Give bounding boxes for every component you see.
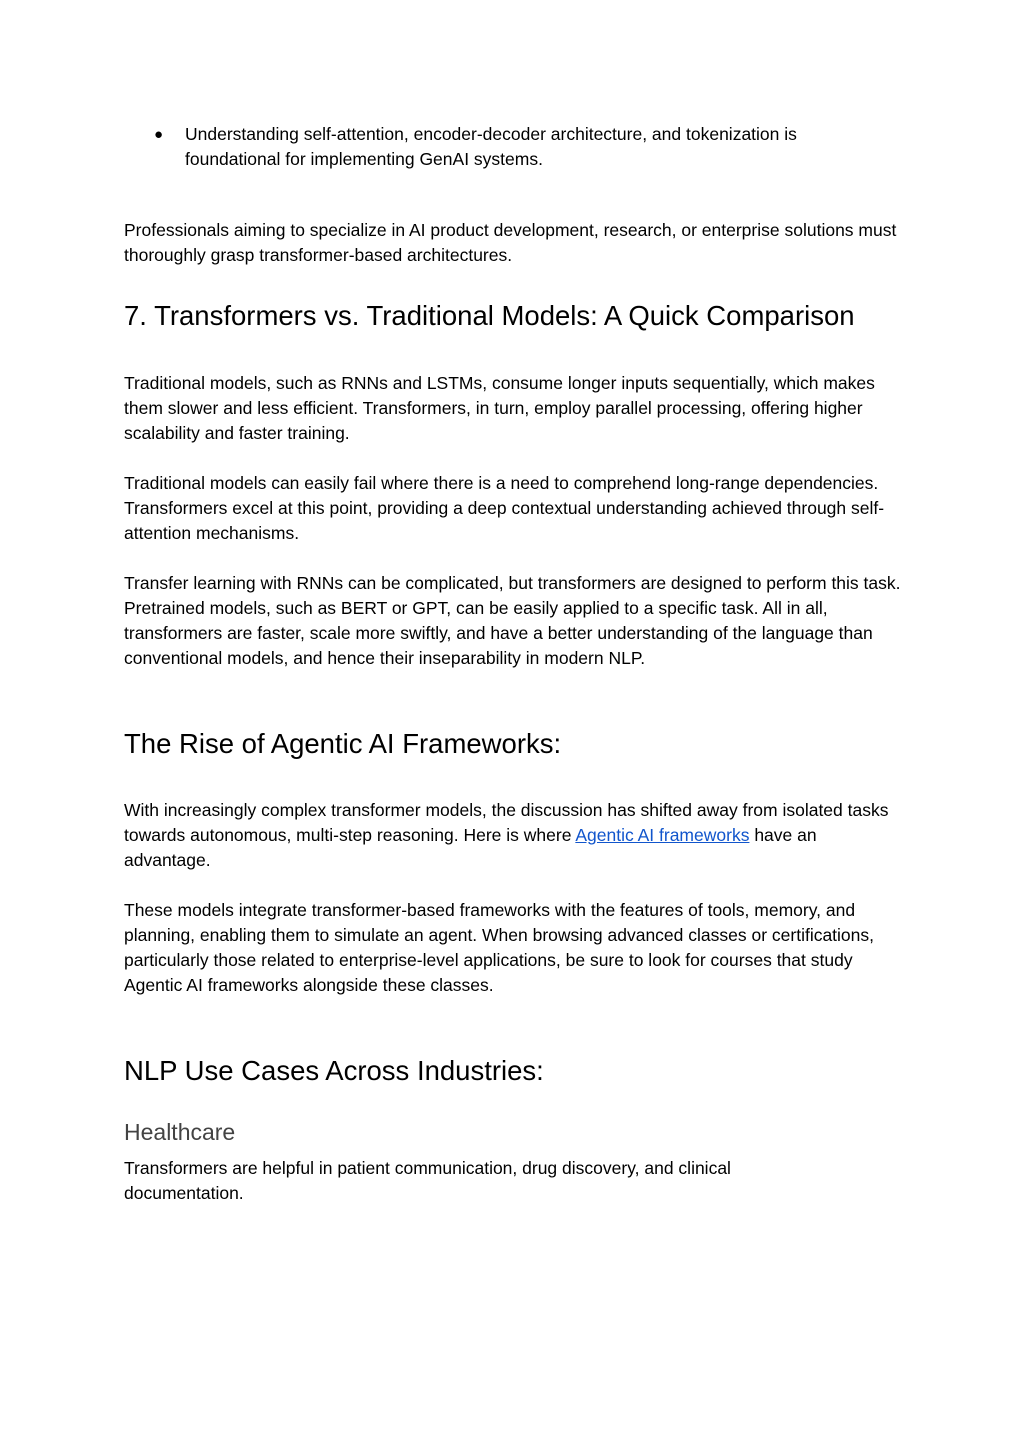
nlp-heading: NLP Use Cases Across Industries:: [124, 1055, 544, 1086]
bullet-marker: ●: [154, 126, 164, 143]
section-7-paragraph-2: Traditional models can easily fail where there is a need to comprehend long-range dependencies. Transformers excel at this point, providing a deep contextual understanding achieved through self-attention mechanisms.: [124, 473, 885, 543]
bullet-text: Understanding self-attention, encoder-decoder architecture, and tokenization is foundational for implementing GenAI systems.: [185, 124, 797, 169]
agentic-paragraph-1-start: With increasingly complex transformer models, the discussion has shifted away from isolated tasks towards autonomous, multi-step reasoning. Here is where: [124, 800, 889, 845]
intro-paragraph: Professionals aiming to specialize in AI product development, research, or enterprise solutions must thoroughly grasp transformer-based architectures.: [124, 220, 897, 265]
section-7-paragraph-3: Transfer learning with RNNs can be complicated, but transformers are designed to perform this task. Pretrained models, such as BERT or GPT, can be easily applied to a specific task. All in all, transformers are faster, scale more swiftly, and have a better understanding of the language than conventional models, and hence their inseparability in modern NLP.: [124, 573, 901, 668]
agentic-ai-frameworks-link[interactable]: Agentic AI frameworks: [575, 825, 750, 845]
agentic-paragraph-1: [124, 798, 900, 873]
agentic-heading: The Rise of Agentic AI Frameworks:: [124, 728, 562, 759]
healthcare-paragraph: Transformers are helpful in patient communication, drug discovery, and clinical documentation.: [124, 1158, 731, 1203]
section-7-paragraph-1: Traditional models, such as RNNs and LSTMs, consume longer inputs sequentially, which makes them slower and less efficient. Transformers, in turn, employ parallel processing, offering higher scalability and faster training.: [124, 373, 875, 443]
agentic-paragraph-2: These models integrate transformer-based frameworks with the features of tools, memory, and planning, enabling them to simulate an agent. When browsing advanced classes or certifications, particularly those related to enterprise-level applications, be sure to look for courses that study Agentic AI frameworks alongside these classes.: [124, 900, 875, 995]
section-7-heading: 7. Transformers vs. Traditional Models: A Quick Comparison: [124, 300, 855, 331]
agentic-paragraph-1-end: have an advantage.: [124, 825, 817, 870]
healthcare-subheading: Healthcare: [124, 1119, 236, 1145]
